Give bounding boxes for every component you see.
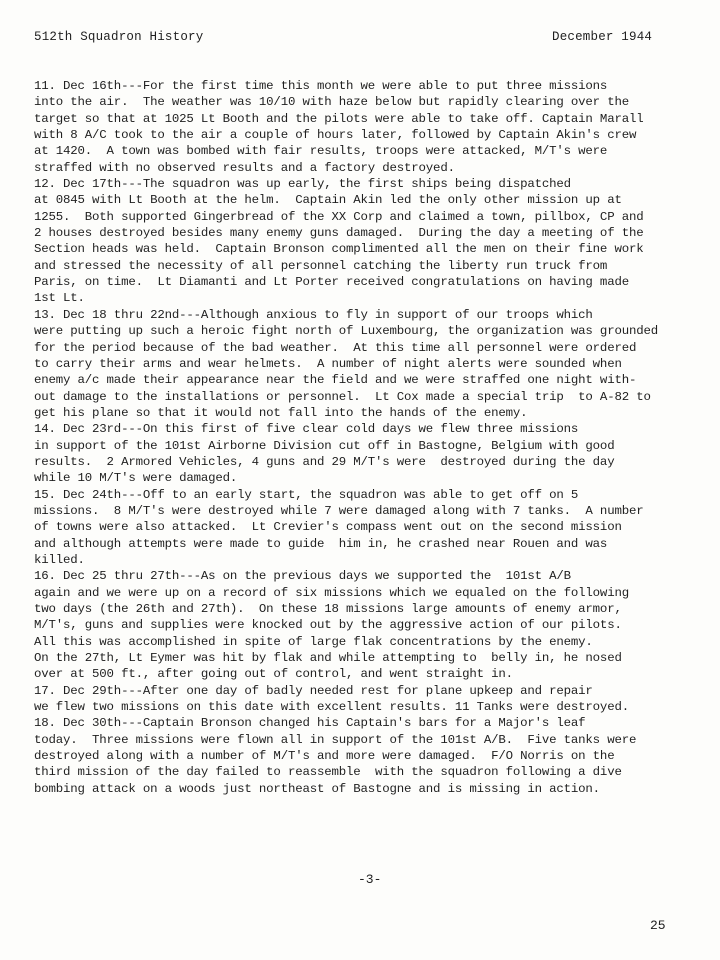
text-line: 1st Lt.	[34, 291, 85, 306]
text-line: at 0845 with Lt Booth at the helm. Captain Akin led the only other mission up at	[34, 193, 622, 208]
text-line: 17. Dec 29th---After one day of badly needed rest for plane upkeep and repair	[34, 683, 593, 698]
text-line: 14. Dec 23rd---On this first of five clear cold days we flew three missions	[34, 422, 579, 437]
text-line: while 10 M/T's were damaged.	[34, 471, 238, 486]
text-line: 18. Dec 30th---Captain Bronson changed his Captain's bars for a Major's leaf	[34, 716, 586, 731]
typed-page-mark: -3-	[358, 872, 382, 887]
text-line: two days (the 26th and 27th). On these 18 missions large amounts of enemy armor,	[34, 602, 622, 616]
text-line: M/T's, guns and supplies were knocked out by the aggressive action of our pilots.	[34, 618, 622, 633]
text-line: and stressed the necessity of all personnel catching the liberty run truck from	[34, 258, 608, 273]
text-line: with 8 A/C took to the air a couple of hours later, followed by Captain Akin's crew	[34, 128, 637, 143]
text-line: destroyed along with a number of M/T's and more were damaged. F/O Norris on the	[34, 749, 615, 764]
text-line: over at 500 ft., after going out of control, and went straight in.	[34, 667, 513, 682]
text-line: to carry their arms and wear helmets. A number of night alerts were sounded when	[34, 356, 622, 371]
text-line: at 1420. A town was bombed with fair results, troops were attacked, M/T's were	[34, 144, 608, 159]
document-title: 512th Squadron History	[34, 30, 204, 44]
text-line: target so that at 1025 Lt Booth and the pilots were able to take off. Captain Marall	[34, 111, 644, 126]
text-line: 12. Dec 17th---The squadron was up early, the first ships being dispatched	[34, 177, 571, 192]
text-line: into the air. The weather was 10/10 with haze below but rapidly clearing over the	[34, 95, 629, 110]
document-date: December 1944	[552, 30, 653, 44]
page-number: 25	[650, 918, 666, 933]
text-line: Section heads was held. Captain Bronson complimented all the men on their fine work	[34, 242, 644, 257]
text-line: 13. Dec 18 thru 22nd---Although anxious to fly in support of our troops which	[34, 307, 593, 322]
text-line: get his plane so that it would not fall into the hands of the enemy.	[34, 405, 528, 420]
text-line: 16. Dec 25 thru 27th---As on the previous days we supported the 101st A/B	[34, 569, 571, 584]
text-line: On the 27th, Lt Eymer was hit by flak and while attempting to belly in, he nosed	[34, 651, 622, 666]
text-line: 11. Dec 16th---For the first time this month we were able to put three missions	[34, 79, 608, 93]
text-line: straffed with no observed results and a factory destroyed.	[34, 160, 455, 175]
text-line: 1255. Both supported Gingerbread of the XX Corp and claimed a town, pillbox, CP and	[34, 209, 644, 224]
text-line: of towns were also attacked. Lt Crevier's compass went out on the second mission	[34, 520, 622, 535]
text-line: 15. Dec 24th---Off to an early start, the squadron was able to get off on 5	[34, 487, 579, 502]
text-line: killed.	[34, 552, 85, 567]
text-line: missions. 8 M/T's were destroyed while 7 were damaged along with 7 tanks. A number	[34, 503, 644, 518]
text-line: All this was accomplished in spite of large flak concentrations by the enemy.	[34, 634, 593, 649]
text-line: enemy a/c made their appearance near the field and we were straffed one night with-	[34, 373, 637, 388]
text-line: out damage to the installations or personnel. Lt Cox made a special trip to A-82 to	[34, 389, 651, 404]
text-line: third mission of the day failed to reassemble with the squadron following a dive	[34, 765, 622, 780]
text-line: today. Three missions were flown all in support of the 101st A/B. Five tanks were	[34, 732, 637, 747]
text-line: and although attempts were made to guide him in, he crashed near Rouen and was	[34, 536, 608, 551]
text-line: again and we were up on a record of six missions which we equaled on the following	[34, 585, 629, 600]
body-text	[34, 78, 704, 797]
text-line: 2 houses destroyed besides many enemy guns damaged. During the day a meeting of the	[34, 226, 644, 241]
text-line: were putting up such a heroic fight north of Luxembourg, the organization was grounded	[34, 324, 658, 339]
text-line: Paris, on time. Lt Diamanti and Lt Porter received congratulations on having made	[34, 275, 629, 290]
text-line: for the period because of the bad weather. At this time all personnel were ordered	[34, 340, 637, 355]
text-line: in support of the 101st Airborne Division cut off in Bastogne, Belgium with good	[34, 438, 615, 453]
text-line: results. 2 Armored Vehicles, 4 guns and 29 M/T's were destroyed during the day	[34, 454, 615, 469]
text-line: bombing attack on a woods just northeast of Bastogne and is missing in action.	[34, 781, 600, 796]
text-line: we flew two missions on this date with excellent results. 11 Tanks were destroyed.	[34, 700, 629, 715]
